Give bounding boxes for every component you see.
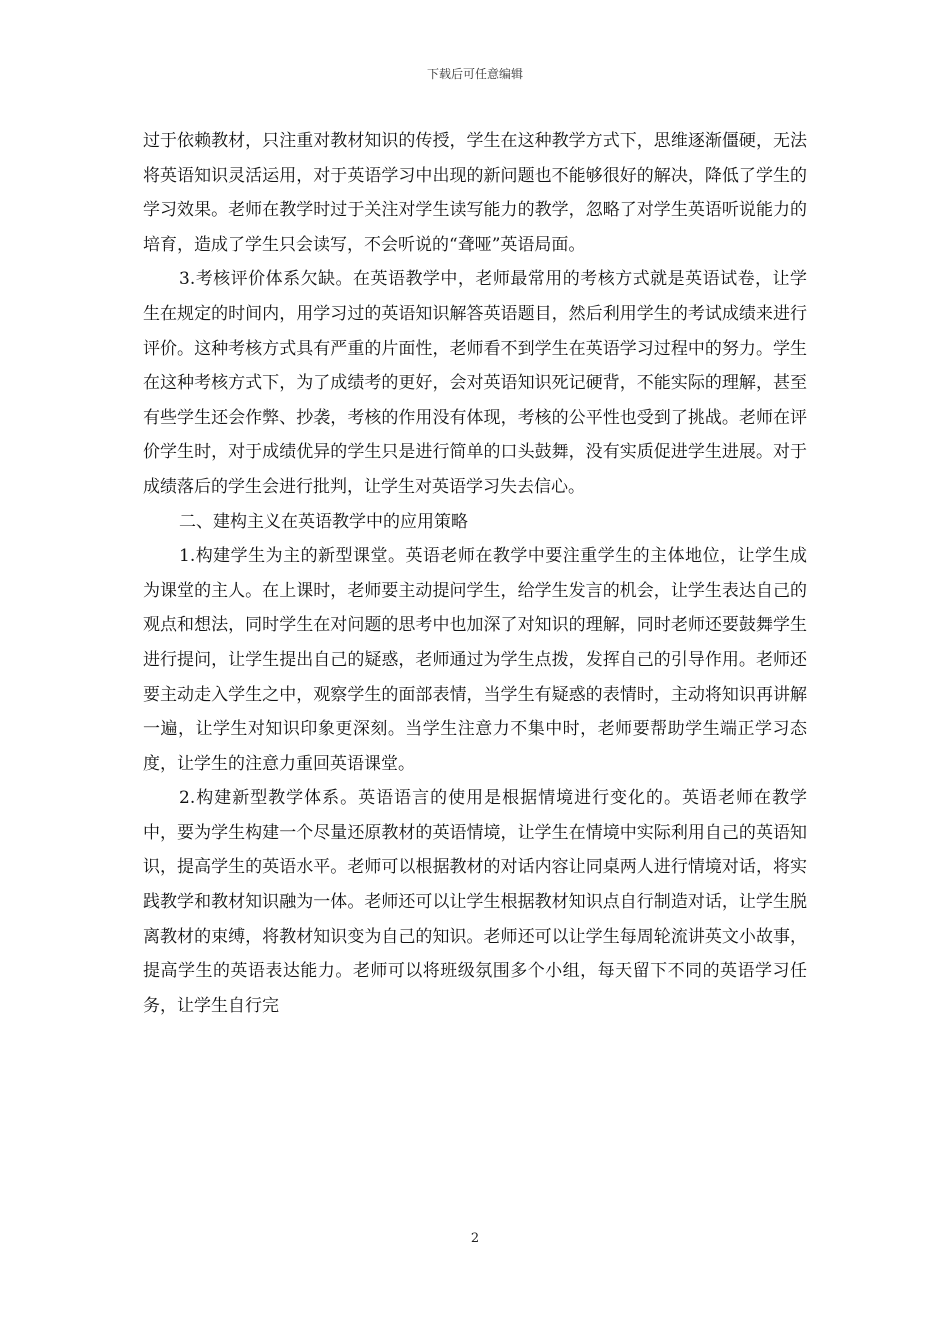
paragraph-line: 学，忽略了对学生英语听说能力的培育，造成了学生只会读写，不会听说的 [143, 200, 808, 255]
paragraph-line: 1.构建学生为主的新型课堂。英语老师在教学中要注重学生的主体地位， [179, 546, 738, 567]
paragraph-line: 根据教材知识点自行制造对话，让学生脱离教材的束缚，将教材知识变为自己 [143, 892, 808, 947]
paragraph-line: 老师可以将班级氛围多个小组，每天留下不同的英语学习任务，让学生自行完 [143, 961, 808, 1016]
paragraph-line: 学生会进行批判，让学生对英语学习失去信心。 [228, 476, 585, 497]
document-body [143, 124, 807, 1023]
paragraph-line: 僵硬，无法将英语知识灵活运用，对于英语学习中出现的新问题也不能够很好 [143, 131, 808, 186]
paragraph-line: 学生点拨，发挥自己的引导作用。老师还要主动走入学生之中，观察学生的面 [143, 649, 808, 705]
paragraph-line: “聋哑”英语局面。 [449, 234, 586, 255]
paragraph-line: 生的考试成绩来进行评价。这种考核方式具有严重的片面性，老师看不到学生 [143, 303, 808, 359]
paragraph [143, 781, 807, 1023]
paragraph-line: 3.考核评价体系欠缺。在英语教学中，老师最常用的考核方式就是英语试 [179, 269, 738, 290]
paragraph [143, 124, 807, 262]
paragraph-line: 过于依赖教材，只注重对教材知识的传授，学生在这种教学方式下，思维逐渐 [143, 131, 722, 151]
page-number: 2 [470, 1231, 480, 1246]
paragraph-line: 作用没有体现，考核的公平性也受到了挑战。老师在评价学生时，对于成绩优 [143, 407, 808, 463]
paragraph-line: 让学生表达自己的观点和想法，同时学生在对问题的思考中也加深了对知识的 [143, 580, 808, 636]
paragraph-line: 卷，让学生在规定的时间内，用学习过的英语知识解答英语题目，然后利用学 [143, 269, 808, 324]
paragraph-line: 2.构建新型教学体系。英语语言的使用是根据情境进行变化的。英语老师 [179, 788, 755, 809]
paragraph-line: 利用自己的英语知识，提高学生的英语水平。老师可以根据教材的对话内容让 [143, 822, 808, 878]
paragraph-line: 的解决，降低了学生的学习效果。老师在教学时过于关注对学生读写能力的教 [143, 165, 808, 221]
paragraph-line: 异的学生只是进行简单的口头鼓舞，没有实质促进学生进展。对于成绩落后的 [143, 442, 808, 497]
paragraph [143, 262, 807, 504]
paragraph [143, 505, 807, 540]
page-header: 下载后可任意编辑 [426, 67, 523, 81]
paragraph-line: 在英语学习过程中的努力。学生在这种考核方式下，为了成绩考的更好，会对 [143, 338, 808, 394]
paragraph-line: 理解，同时老师还要鼓舞学生进行提问，让学生提出自己的疑惑，老师通过为 [143, 615, 808, 670]
paragraph-line: 英语知识死记硬背，不能实际的理解，甚至有些学生还会作弊、抄袭，考核的 [143, 373, 808, 428]
paragraph-line: 让学生成为课堂的主人。在上课时，老师要主动提问学生，给学生发言的机会， [143, 546, 808, 601]
paragraph-line: 在教学中，要为学生构建一个尽量还原教材的英语情境，让学生在情境中实际 [143, 788, 808, 843]
paragraph-line: 意力重回英语课堂。 [262, 753, 415, 774]
paragraph-line: 更深刻。当学生注意力不集中时，老师要帮助学生端正学习态度，让学生的注 [143, 719, 808, 774]
paragraph-line: 部表情，当学生有疑惑的表情时，主动将知识再讲解一遍，让学生对知识印象 [143, 684, 807, 740]
paragraph-line: 二、建构主义在英语教学中的应用策略 [179, 511, 468, 532]
paragraph [143, 539, 807, 781]
paragraph-line: 的知识。老师还可以让学生每周轮流讲英文小故事，提高学生的英语表达能力。 [143, 926, 807, 982]
paragraph-line: 同桌两人进行情境对话，将实践教学和教材知识融为一体。老师还可以让学生 [143, 857, 808, 913]
